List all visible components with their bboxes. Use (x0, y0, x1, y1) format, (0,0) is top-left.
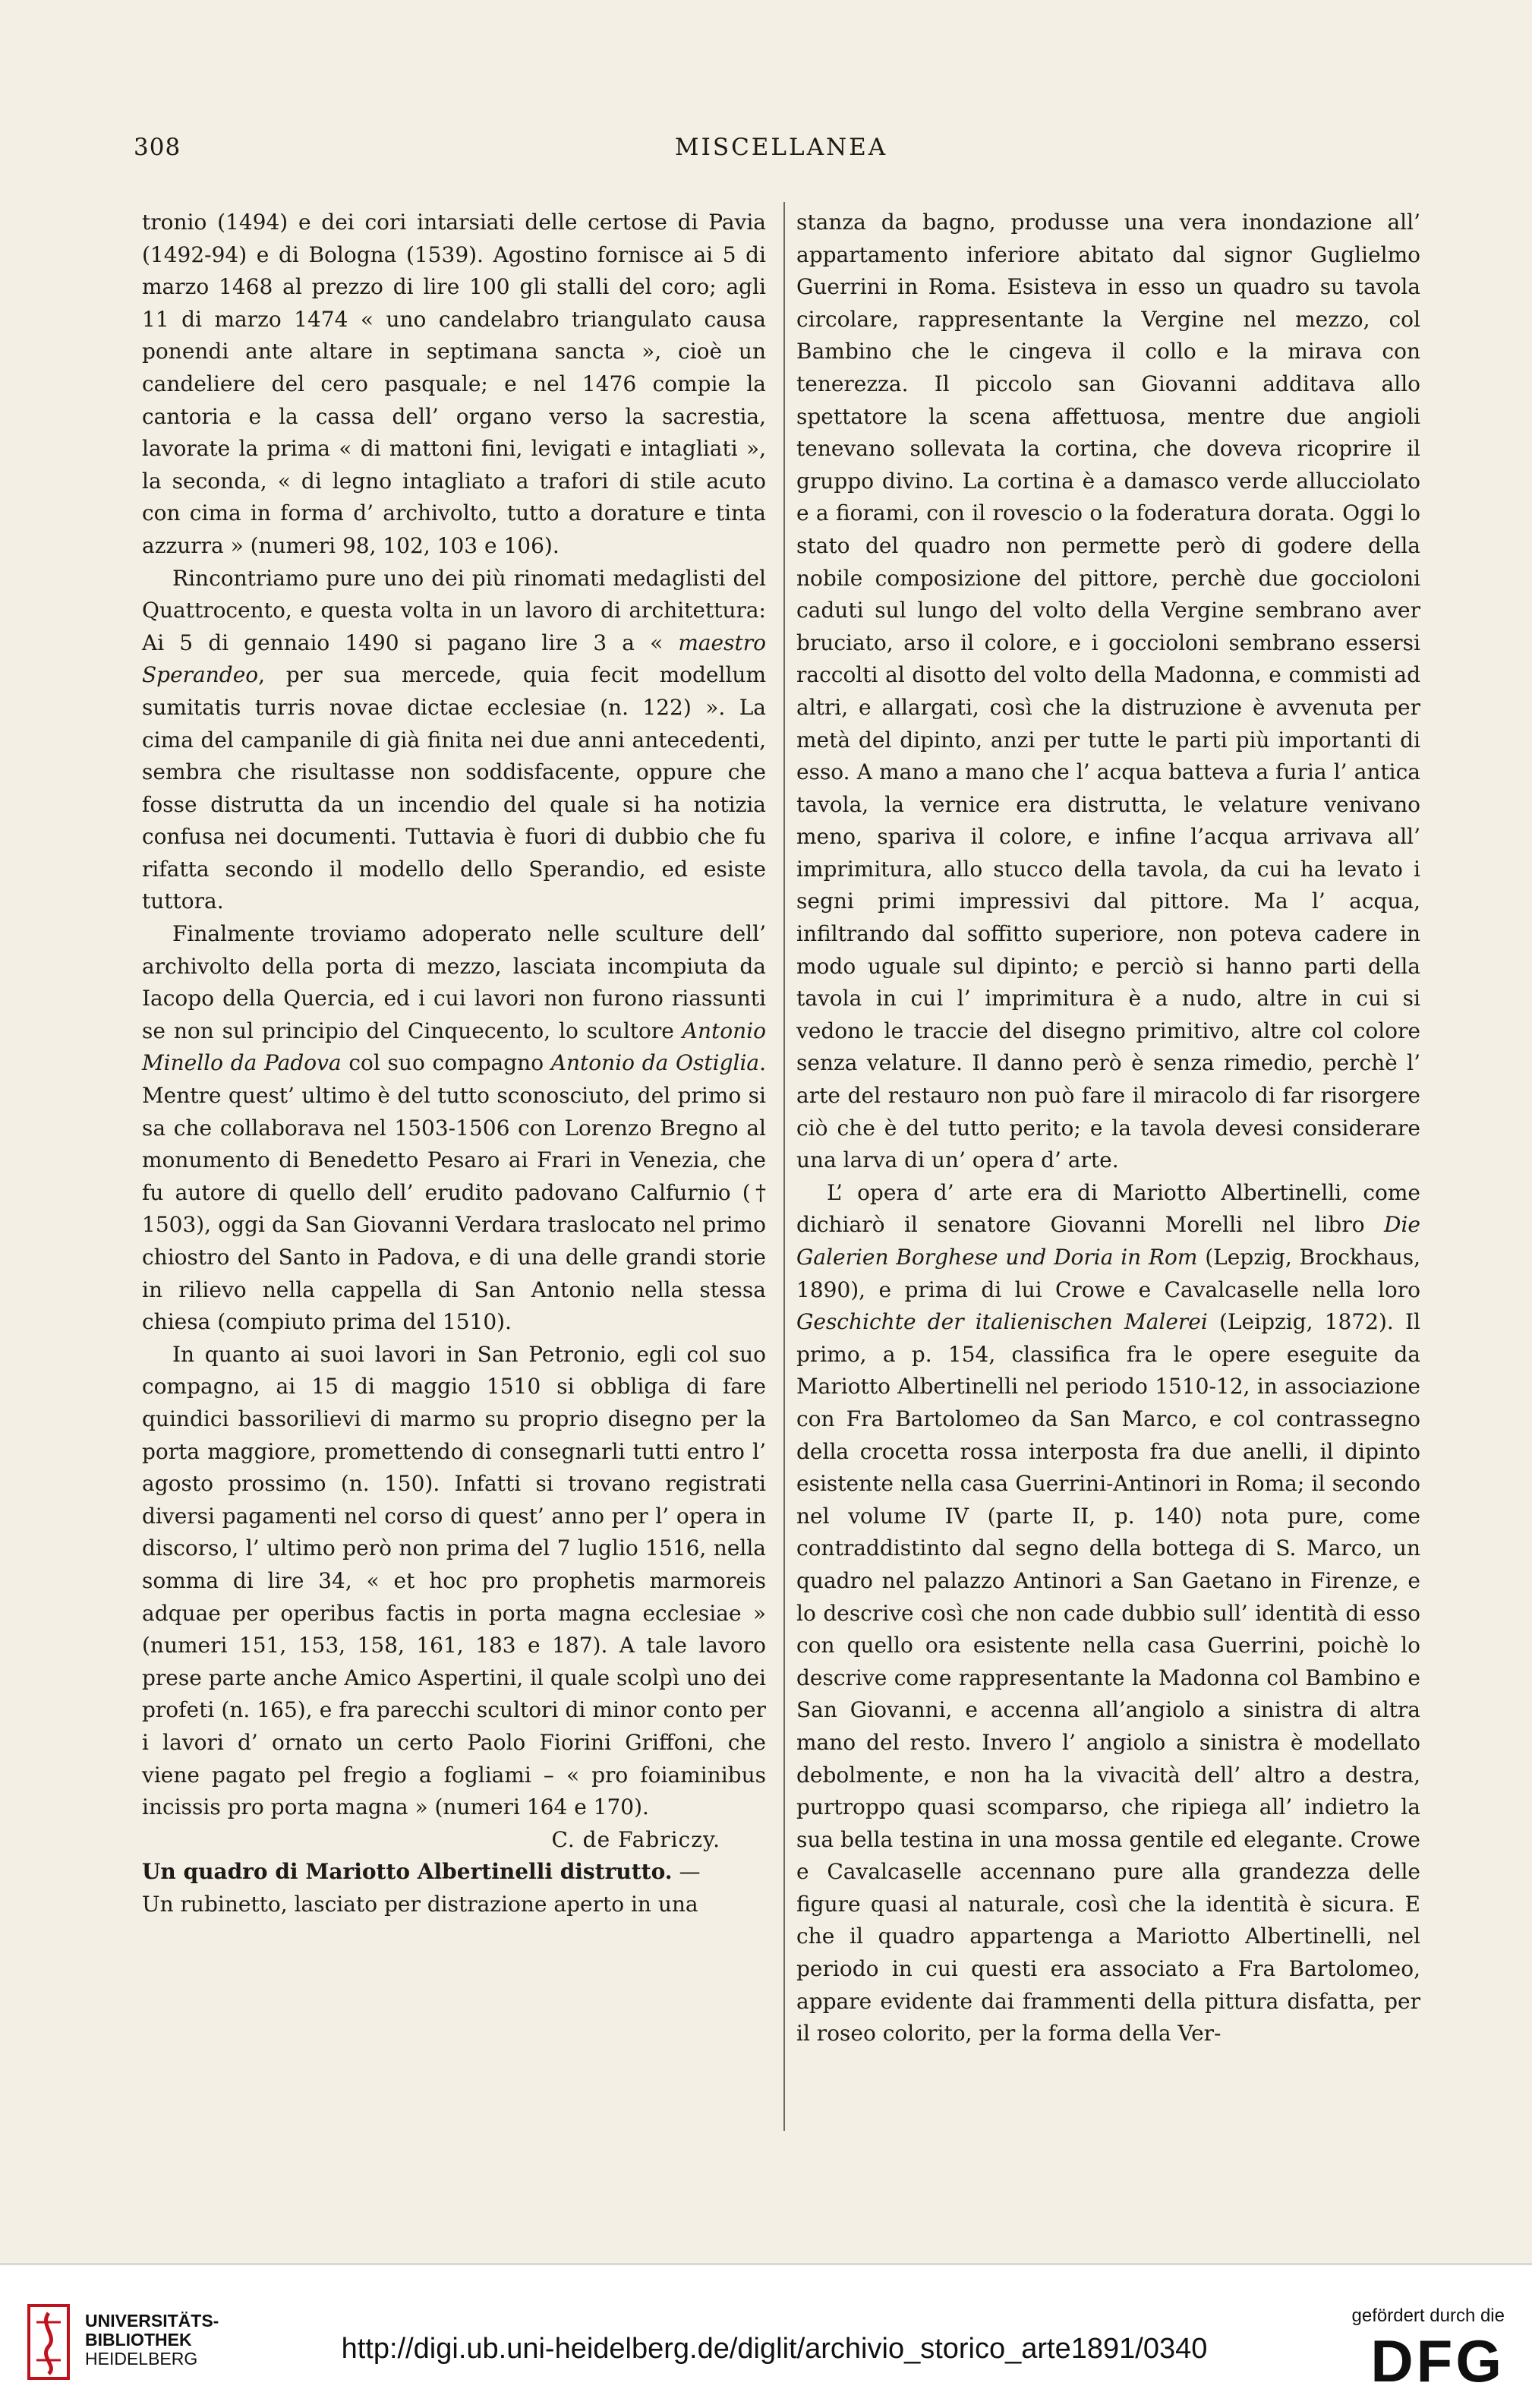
author-signature: C. de Fabriczy. (551, 1826, 720, 1852)
section-heading (142, 1856, 766, 1920)
column-divider (783, 202, 785, 2131)
italic-book-title: Die Galerien Borghese und Doria in Rom (796, 1212, 1420, 1270)
running-title: MISCELLANEA (674, 134, 888, 161)
left-paragraph-2 (142, 563, 766, 919)
footer-divider (0, 2263, 1532, 2265)
library-name-line: BIBLIOTHEK (85, 2330, 192, 2350)
page-header (134, 134, 1429, 179)
section-dash: — (672, 1859, 701, 1885)
funding-credit (1351, 2305, 1505, 2394)
right-paragraph-2 (796, 1177, 1420, 2050)
left-column (142, 207, 766, 1920)
source-url-link[interactable]: http://digi.ub.uni-heidelberg.de/diglit/archivio_storico_arte1891/0340 (341, 2333, 1208, 2365)
italic-book-title: Geschichte der italienischen Malerei (796, 1309, 1208, 1335)
footer-bar (0, 2263, 1532, 2408)
library-name-line: UNIVERSITÄTS- (85, 2311, 219, 2331)
funding-label: gefördert durch die (1351, 2305, 1505, 2326)
text-run: (Leipzig, 1872). Il primo, a p. 154, classifica fra le opere eseguite da Mariotto Albertinelli nel periodo 1510-12, in associazione con Fra Bartolomeo da San Marco, e col contrassegno della crocetta rossa interposta fra due anelli, il dipinto esistente nella casa Guerrini-Antinori in Roma; il secondo nel volume IV (parte II, p. 140) nota pure, come contraddistinto dal segno della bottega di S. Marco, un quadro nel palazzo Antinori a San Gaetano in Firenze, e lo descrive così che non cade dubbio sull’ identità di esso con quello ora esistente nella casa Guerrini, poichè lo descrive come rappresentante la Madonna col Bambino e San Giovanni, e accenna all’angiolo a sinistra di altra mano del resto. Invero l’ angiolo a sinistra è modellato debolmente, e non ha la vivacità dell’ altro a destra, purtroppo quasi scomparso, che ripiega all’ indietro la sua bella testina in una mossa gentile ed elegante. Crowe e Cavalcaselle accennano pure alla grandezza delle figure quasi al naturale, così che la identità è sicura. E che il quadro appartenga a Mariotto Albertinelli, nel periodo in cui questi era associato a Fra Bartolomeo, appare evidente dai frammenti della pittura disfatta, per il roseo colorito, per la forma della Ver- (796, 1309, 1421, 2047)
page-number: 308 (134, 134, 181, 161)
text-run: (Lepzig, Brockhaus, 1890), e prima di lui Crowe e Cavalcaselle nella loro (796, 1245, 1421, 1302)
text-run: Finalmente troviamo adoperato nelle sculture dell’ archivolto della porta di mezzo, lasciata incompiuta da Iacopo della Quercia, ed i cui lavori non furono riassunti se non sul principio del Cinquecento, lo scultore (142, 921, 766, 1043)
left-paragraph-1: tronio (1494) e dei cori intarsiati delle certose di Pavia (1492-94) e di Bologna (1539). Agostino fornisce ai 5 di marzo 1468 al prezzo di lire 100 gli stalli del coro; agli 11 di marzo 1474 « uno candelabro triangulato causa ponendi ante altare in septimana sancta », cioè un candeliere del cero pasquale; e nel 1476 compie la cantoria e la cassa dell’ organo verso la sacrestia, lavorate la prima « di mattoni fini, levigati e intagliati », la seconda, « di legno intagliato a trafori di stile acuto con cima in forma d’ archivolto, tutto a dorature e tinta azzurra » (numeri 98, 102, 103 e 106). (142, 210, 766, 558)
italic-name: Antonio Minello da Padova (142, 1018, 766, 1076)
left-paragraph-4: In quanto ai suoi lavori in San Petronio, egli col suo compagno, ai 15 di maggio 1510 si obbliga di fare quindici bassorilievi di marmo su proprio disegno per la porta maggiore, promettendo di consegnarli tutti entro l’ agosto prossimo (n. 150). Infatti si trovano registrati diversi pagamenti nel corso di quest’ anno per l’ opera in discorso, l’ ultimo però non prima del 7 luglio 1516, nella somma di lire 34, « et hoc pro prophetis marmoreis adquae per operibus factis in porta magna ecclesiae » (numeri 151, 153, 158, 161, 183 e 187). A tale lavoro prese parte anche Amico Aspertini, il quale scolpì uno dei profeti (n. 165), e fra parecchi scultori di minor conto per i lavori d’ ornato un certo Paolo Fiorini Griffoni, che viene pagato pel fregio a fogliami – « pro foiaminibus incissis pro porta magna » (numeri 164 e 170). (142, 1341, 766, 1820)
library-name-line: HEIDELBERG (85, 2349, 198, 2369)
left-paragraph-3 (142, 918, 766, 1339)
text-run: L’ opera d’ arte era di Mariotto Albertinelli, come dichiarò il senatore Giovanni Morelli nel libro (796, 1179, 1420, 1238)
text-run: . Mentre quest’ ultimo è del tutto sconosciuto, del primo si sa che collaborava nel 1503-1506 con Lorenzo Bregno al monumento di Benedetto Pesaro ai Frari in Venezia, che fu autore di quello dell’ erudito padovano Calfurnio († 1503), oggi da San Giovanni Verdara traslocato nel primo chiostro del Santo in Padova, e di una delle grandi storie in rilievo nella cappella di San Antonio nella stessa chiesa (compiuto prima del 1510). (142, 1050, 767, 1335)
italic-name: Antonio da Ostiglia (550, 1050, 760, 1076)
university-logo-icon (26, 2302, 71, 2381)
right-column (796, 207, 1420, 2050)
library-name (85, 2312, 219, 2369)
text-run: Rincontriamo pure uno dei più rinomati medaglisti del Quattrocento, e questa volta in un lavoro di architettura: Ai 5 di gennaio 1490 si pagano lire 3 a « (142, 565, 766, 655)
right-paragraph-1: stanza da bagno, produsse una vera inondazione all’ appartamento inferiore abitato dal signor Guglielmo Guerrini in Roma. Esisteva in esso un quadro su tavola circolare, rappresentante la Vergine nel mezzo, col Bambino che le cingeva il collo e la mirava con tenerezza. Il piccolo san Giovanni additava allo spettatore la scena affettuosa, mentre due angioli tenevano sollevata la cortina, che doveva ricoprire il gruppo divino. La cortina è a damasco verde allucciolato e a fiorami, con il rovescio o la foderatura dorata. Oggi lo stato del quadro non permette però di godere della nobile composizione del pittore, perchè due goccioloni caduti sul lungo del volto della Vergine sembrano aver bruciato, arso il colore, e i goccioloni sembrano essersi raccolti al disotto del volto della Madonna, e commisti ad altri, e allargati, così che la distruzione è avvenuta per metà del dipinto, anzi per tutte le parti più importanti di esso. A mano a mano che l’ acqua batteva a furia l’ antica tavola, la vernice era distrutta, le velature venivano meno, spariva il colore, e infine l’acqua arrivava all’ imprimitura, allo stucco della tavola, da cui ha levato i segni primi impressivi dal pittore. Ma l’ acqua, infiltrando dal soffitto superiore, non poteva cadere in modo uguale sul dipinto; e perciò si hanno parti della tavola in cui l’ imprimitura è a nudo, altre in cui si vedono le traccie del disegno primitivo, altre col colore senza velature. Il danno però è senza rimedio, perchè l’ arte del restauro non può fare il miracolo di far risorgere ciò che è del tutto perito; e la tavola devesi considerare una larva di un’ opera d’ arte. (796, 210, 1420, 1173)
section-opening-text: Un rubinetto, lasciato per distrazione aperto in una (142, 1891, 698, 1917)
text-run: , per sua mercede, quia fecit modellum sumitatis turris novae dictae ecclesiae (n. 122) ». La cima del campanile di già finita nei due anni antecedenti, sembra che risultasse non soddisfacente, oppure che fosse distrutta da un incendio del quale si ha notizia confusa nei documenti. Tuttavia è fuori di dubbio che fu rifatta secondo il modello dello Sperandio, ed esiste tuttora. (142, 662, 766, 914)
section-title: Un quadro di Mariotto Albertinelli distrutto. (142, 1859, 673, 1885)
text-run: col suo compagno (341, 1050, 551, 1076)
italic-name: maestro Sperandeo (142, 630, 766, 688)
dfg-logo: DFG (1370, 2328, 1505, 2394)
